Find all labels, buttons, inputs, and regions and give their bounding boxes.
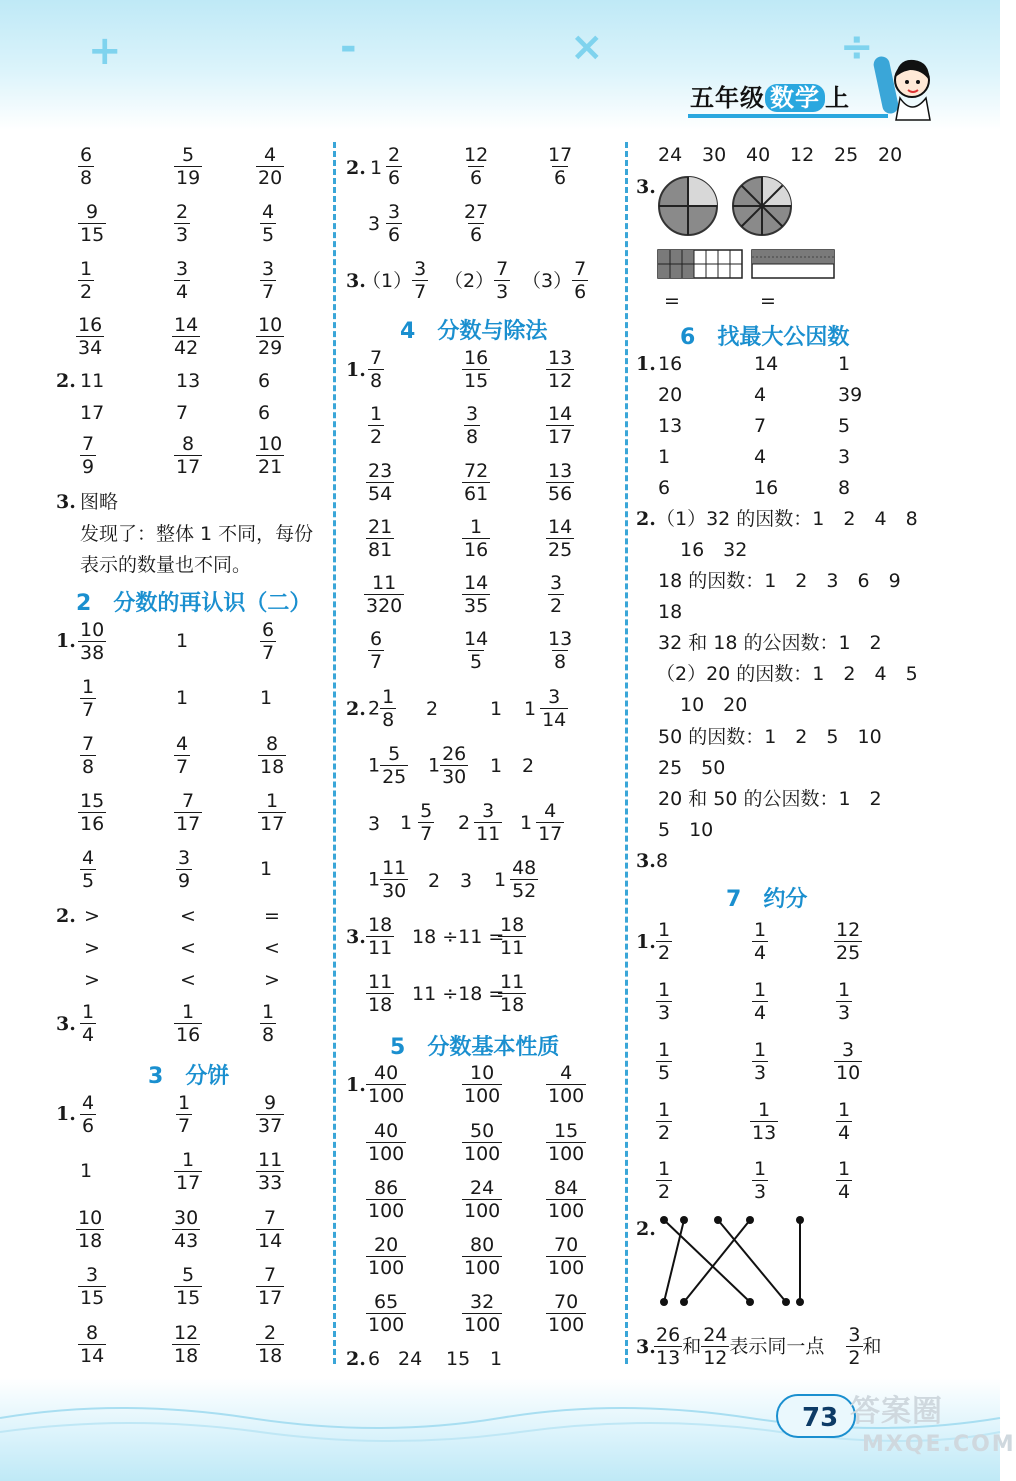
- fraction: $\frac{10}{100}$: [464, 1062, 501, 1107]
- mascot-girl-icon: [870, 50, 940, 122]
- plus-symbol: +: [88, 28, 122, 74]
- answer-line: 25 50: [658, 757, 726, 779]
- fraction: $\frac{72}{61}$: [464, 460, 489, 505]
- question-label: 2.: [636, 508, 656, 530]
- pie-quarters-icon: [656, 174, 720, 238]
- answer: 1: [260, 687, 273, 709]
- fraction: $\frac{11}{33}$: [258, 1149, 283, 1194]
- times-symbol: ×: [570, 24, 604, 70]
- fraction: $\frac{14}{25}$: [548, 516, 573, 561]
- answer: 1: [490, 1348, 503, 1370]
- answer: 8: [656, 850, 669, 872]
- answer: 7: [754, 415, 767, 437]
- fraction: $\frac{1}{2}$: [370, 403, 383, 448]
- question-label: 1.: [636, 931, 656, 953]
- mixed-number: 1 $\frac{5}{7}$: [400, 800, 433, 845]
- watermark-logo: 答案圈: [850, 1394, 943, 1429]
- answer-line: （1）32 的因数：1 2 4 8: [656, 508, 918, 530]
- answer: 1: [260, 858, 273, 880]
- fraction: $\frac{30}{43}$: [174, 1207, 199, 1252]
- fraction: $\frac{17}{6}$: [548, 144, 573, 189]
- section-heading: 3 分饼: [148, 1064, 230, 1089]
- fraction: $\frac{16}{15}$: [464, 347, 489, 392]
- fraction: $\frac{1}{16}$: [176, 1001, 201, 1046]
- fraction: $\frac{1}{2}$: [658, 919, 671, 964]
- answer: 6: [258, 370, 271, 392]
- column-divider-2: [625, 142, 628, 1364]
- fraction: $\frac{1}{17}$: [260, 790, 285, 835]
- fraction: $\frac{23}{54}$: [368, 460, 393, 505]
- answer: 1: [176, 687, 189, 709]
- answer-line: （2）20 的因数：1 2 4 5: [656, 663, 918, 685]
- answer: 1: [838, 353, 851, 375]
- fraction: $\frac{3}{15}$: [80, 1264, 105, 1309]
- fraction: $\frac{5}{19}$: [176, 144, 201, 189]
- fraction: $\frac{1}{2}$: [658, 1099, 671, 1144]
- fraction: $\frac{1}{7}$: [82, 676, 95, 721]
- fraction: $\frac{18}{11}$: [500, 914, 525, 959]
- answer: 4: [754, 384, 767, 406]
- fraction: $\frac{1}{2}$: [80, 258, 93, 303]
- fraction: $\frac{2}{18}$: [258, 1322, 283, 1367]
- answer: 5: [838, 415, 851, 437]
- question-label: 1.: [346, 359, 366, 381]
- fraction: $\frac{14}{17}$: [548, 403, 573, 448]
- fraction: $\frac{4}{20}$: [258, 144, 283, 189]
- question-label: 1.: [636, 353, 656, 375]
- fraction: $\frac{15}{16}$: [80, 790, 105, 835]
- whole-number: 3: [368, 213, 381, 235]
- fraction: $\frac{12}{25}$: [836, 919, 861, 964]
- minus-symbol: -: [340, 24, 357, 70]
- fraction: $\frac{14}{42}$: [174, 314, 199, 359]
- answer-line: 18 的因数：1 2 3 6 9: [658, 570, 901, 592]
- fraction: $\frac{3}{10}$: [836, 1039, 861, 1084]
- answer: 20: [658, 384, 683, 406]
- fraction: $\frac{1}{5}$: [658, 1039, 671, 1084]
- mixed-number: 1 $\frac{5}{25}$: [368, 743, 407, 788]
- fraction: $\frac{21}{81}$: [368, 516, 393, 561]
- fraction: $\frac{8}{17}$: [176, 433, 201, 478]
- fraction: $\frac{1}{2}$: [658, 1158, 671, 1203]
- answer-line: 5 10: [658, 819, 714, 841]
- fraction: $\frac{11}{18}$: [368, 971, 393, 1016]
- comparison: <: [180, 937, 196, 959]
- fraction: $\frac{15}{100}$: [548, 1120, 585, 1165]
- fraction: $\frac{4}{5}$: [82, 847, 95, 892]
- answer: 2: [428, 870, 441, 892]
- division-expression: 11 ÷18 =: [412, 983, 505, 1005]
- fraction: $\frac{13}{12}$: [548, 347, 573, 392]
- fraction: $\frac{1}{7}$: [178, 1092, 191, 1137]
- question-label: 2.: [56, 370, 76, 392]
- question-label: 3.: [636, 850, 656, 872]
- question-label: 1.: [56, 630, 76, 652]
- fraction: $\frac{3}{7}$: [262, 258, 275, 303]
- fraction: $\frac{13}{8}$: [548, 628, 573, 673]
- equals-sign: =: [664, 290, 680, 312]
- fraction: $\frac{20}{100}$: [368, 1234, 405, 1279]
- whole-number: 1: [370, 157, 383, 179]
- question-label: 3.: [56, 1013, 76, 1035]
- fraction: $\frac{11}{18}$: [500, 971, 525, 1016]
- comparison: <: [264, 937, 280, 959]
- mixed-number: 2 $\frac{3}{11}$: [458, 800, 501, 845]
- fraction: $\frac{1}{4}$: [82, 1001, 95, 1046]
- answer: 6: [368, 1348, 381, 1370]
- answer: （1） $\frac{3}{7}$: [362, 258, 427, 303]
- question-label: 3.: [636, 176, 656, 198]
- mixed-number: 1 $\frac{3}{14}$: [524, 686, 567, 731]
- answer-text: 发现了：整体 1 不同，每份: [80, 523, 314, 545]
- comparison: <: [180, 905, 196, 927]
- answer: 13: [176, 370, 201, 392]
- header-rule: [688, 114, 888, 118]
- answer-line: 32 和 18 的公因数：1 2: [658, 632, 882, 654]
- fraction: $\frac{32}{100}$: [464, 1291, 501, 1336]
- fraction: $\frac{14}{35}$: [464, 572, 489, 617]
- fraction: $\frac{16}{34}$: [78, 314, 103, 359]
- answer-line: 20 和 50 的公因数：1 2: [658, 788, 882, 810]
- matching-lines-diagram: [650, 1212, 820, 1312]
- page-number: 73: [776, 1394, 856, 1438]
- fraction: $\frac{80}{100}$: [464, 1234, 501, 1279]
- answer: 30: [702, 144, 727, 166]
- question-label: 3.: [346, 926, 366, 948]
- fraction: $\frac{1}{4}$: [838, 1158, 851, 1203]
- fraction: $\frac{9}{37}$: [258, 1092, 283, 1137]
- fraction: $\frac{10}{18}$: [78, 1207, 103, 1252]
- answer: 12: [790, 144, 815, 166]
- fraction: $\frac{4}{7}$: [176, 733, 189, 778]
- division-expression: 18 ÷11 =: [412, 926, 505, 948]
- answer: （3） $\frac{7}{6}$: [522, 258, 587, 303]
- answer: 40: [746, 144, 771, 166]
- shaded-bar-icon: [752, 250, 834, 278]
- fraction: $\frac{86}{100}$: [368, 1177, 405, 1222]
- fraction: $\frac{7}{8}$: [370, 347, 383, 392]
- answer: 11: [80, 370, 105, 392]
- fraction: $\frac{40}{100}$: [368, 1062, 405, 1107]
- answer: 1: [490, 755, 503, 777]
- answer: 1: [658, 446, 671, 468]
- fraction: $\frac{5}{15}$: [176, 1264, 201, 1309]
- fraction: $\frac{8}{18}$: [260, 733, 285, 778]
- fraction: $\frac{11}{320}$: [366, 572, 403, 617]
- answer: 7: [176, 402, 189, 424]
- answer: 16: [658, 353, 683, 375]
- answer-line: 50 的因数：1 2 5 10: [658, 726, 882, 748]
- fraction: $\frac{70}{100}$: [548, 1234, 585, 1279]
- fraction: $\frac{4}{100}$: [548, 1062, 585, 1107]
- fraction: $\frac{7}{8}$: [82, 733, 95, 778]
- fraction: $\frac{1}{4}$: [754, 919, 767, 964]
- fraction: $\frac{1}{13}$: [752, 1099, 777, 1144]
- fraction: $\frac{1}{16}$: [464, 516, 489, 561]
- answer: 24: [398, 1348, 423, 1370]
- section-heading: 2 分数的再认识（二）: [76, 591, 312, 616]
- fraction: $\frac{18}{11}$: [368, 914, 393, 959]
- equals-sign: =: [760, 290, 776, 312]
- fraction: $\frac{24}{100}$: [464, 1177, 501, 1222]
- fraction: $\frac{7}{14}$: [258, 1207, 283, 1252]
- fraction: $\frac{10}{29}$: [258, 314, 283, 359]
- pie-eighths-icon: [730, 174, 794, 238]
- fraction: $\frac{12}{18}$: [174, 1322, 199, 1367]
- fraction: $\frac{40}{100}$: [368, 1120, 405, 1165]
- question-label: 2.: [636, 1218, 656, 1240]
- answer-text: 表示的数量也不同。: [80, 554, 252, 576]
- watermark-url: MXQE.COM: [862, 1432, 1016, 1457]
- section-heading: 7 约分: [726, 887, 808, 912]
- divide-symbol: ÷: [840, 24, 874, 70]
- fraction: $\frac{14}{5}$: [464, 628, 489, 673]
- answer: 1: [176, 630, 189, 652]
- fraction: $\frac{3}{8}$: [466, 403, 479, 448]
- fraction: $\frac{50}{100}$: [464, 1120, 501, 1165]
- section-heading: 5 分数基本性质: [390, 1035, 560, 1060]
- mixed-number: 1 $\frac{11}{30}$: [368, 857, 407, 902]
- answer: 8: [838, 477, 851, 499]
- fraction: $\frac{9}{15}$: [80, 201, 105, 246]
- fraction: $\frac{1}{17}$: [176, 1149, 201, 1194]
- comparison: >: [84, 937, 100, 959]
- answer: 2: [522, 755, 535, 777]
- fraction: $\frac{10}{38}$: [80, 619, 105, 664]
- fraction: $\frac{1}{3}$: [658, 979, 671, 1024]
- mixed-number: 2 $\frac{1}{8}$: [368, 686, 395, 731]
- answer: 4: [754, 446, 767, 468]
- answer: 39: [838, 384, 863, 406]
- fraction: $\frac{1}{3}$: [754, 1039, 767, 1084]
- comparison: >: [264, 969, 280, 991]
- answer: 1: [490, 698, 503, 720]
- fraction: $\frac{7}{9}$: [82, 433, 95, 478]
- fraction: $\frac{4}{5}$: [262, 201, 275, 246]
- section-heading: 6 找最大公因数: [680, 325, 850, 350]
- question-label: 1.: [346, 1074, 366, 1096]
- comparison: >: [84, 969, 100, 991]
- fraction: $\frac{3}{4}$: [176, 258, 189, 303]
- fraction: $\frac{8}{14}$: [80, 1322, 105, 1367]
- answer-line: 10 20: [680, 694, 748, 716]
- answer: 20: [878, 144, 903, 166]
- answer: 2: [426, 698, 439, 720]
- fraction: $\frac{13}{56}$: [548, 460, 573, 505]
- answer-text: 图略: [80, 491, 119, 513]
- fraction: $\frac{6}{7}$: [262, 619, 275, 664]
- comparison: >: [84, 905, 100, 927]
- question-label: 2.: [346, 1348, 366, 1370]
- fraction: $\frac{1}{4}$: [754, 979, 767, 1024]
- answer: 6: [258, 402, 271, 424]
- question-label: 3.: [346, 270, 366, 292]
- grid-bar-icon: [658, 250, 742, 278]
- fraction: $\frac{4}{6}$: [82, 1092, 95, 1137]
- comparison: <: [180, 969, 196, 991]
- section-heading: 4 分数与除法: [400, 319, 548, 344]
- answer: 17: [80, 402, 105, 424]
- question-label: 1.: [56, 1103, 76, 1125]
- fraction: $\frac{7}{17}$: [176, 790, 201, 835]
- question-label: 2.: [346, 157, 366, 179]
- answer-line: 16 32: [680, 539, 748, 561]
- fraction: $\frac{7}{17}$: [258, 1264, 283, 1309]
- fraction: $\frac{1}{4}$: [838, 1099, 851, 1144]
- fraction: $\frac{2}{6}$: [388, 144, 401, 189]
- answer: 6: [658, 477, 671, 499]
- answer: 14: [754, 353, 779, 375]
- fraction: $\frac{12}{6}$: [464, 144, 489, 189]
- answer: 3: [460, 870, 473, 892]
- question-label: 3.: [56, 491, 76, 513]
- mixed-number: 1 $\frac{4}{17}$: [520, 800, 563, 845]
- fraction: $\frac{1}{3}$: [838, 979, 851, 1024]
- mixed-number: 1 $\frac{48}{52}$: [494, 857, 537, 902]
- answer: 1: [80, 1160, 93, 1182]
- answer: （2） $\frac{7}{3}$: [444, 258, 509, 303]
- answer-line: $\frac{26}{13}$ 和 $\frac{24}{12}$ 表示同一点 $\frac{3}{2}$ 和: [656, 1324, 882, 1369]
- fraction: $\frac{3}{2}$: [550, 572, 563, 617]
- fraction: $\frac{27}{6}$: [464, 201, 489, 246]
- fraction: $\frac{3}{9}$: [178, 847, 191, 892]
- page-header: [0, 0, 1000, 130]
- answer: 3: [838, 446, 851, 468]
- fraction: $\frac{65}{100}$: [368, 1291, 405, 1336]
- answer: 3: [368, 813, 381, 835]
- question-label: 2.: [56, 905, 76, 927]
- fraction: $\frac{2}{3}$: [176, 201, 189, 246]
- answer: 16: [754, 477, 779, 499]
- answer: 24: [658, 144, 683, 166]
- book-title: 五年级 数学 上: [690, 84, 850, 112]
- fraction: $\frac{84}{100}$: [548, 1177, 585, 1222]
- column-divider-1: [333, 142, 336, 1364]
- fraction: $\frac{70}{100}$: [548, 1291, 585, 1336]
- comparison: =: [264, 905, 280, 927]
- answer: 25: [834, 144, 859, 166]
- fraction: $\frac{1}{8}$: [262, 1001, 275, 1046]
- answer-line: 18: [658, 601, 683, 623]
- answer: 15: [446, 1348, 471, 1370]
- fraction: $\frac{6}{8}$: [80, 144, 93, 189]
- question-label: 3.: [636, 1336, 656, 1358]
- fraction: $\frac{6}{7}$: [370, 628, 383, 673]
- question-label: 2.: [346, 698, 366, 720]
- fraction: $\frac{3}{6}$: [388, 201, 401, 246]
- answer: 13: [658, 415, 683, 437]
- fraction: $\frac{10}{21}$: [258, 433, 283, 478]
- fraction: $\frac{1}{3}$: [754, 1158, 767, 1203]
- mixed-number: 1 $\frac{26}{30}$: [428, 743, 467, 788]
